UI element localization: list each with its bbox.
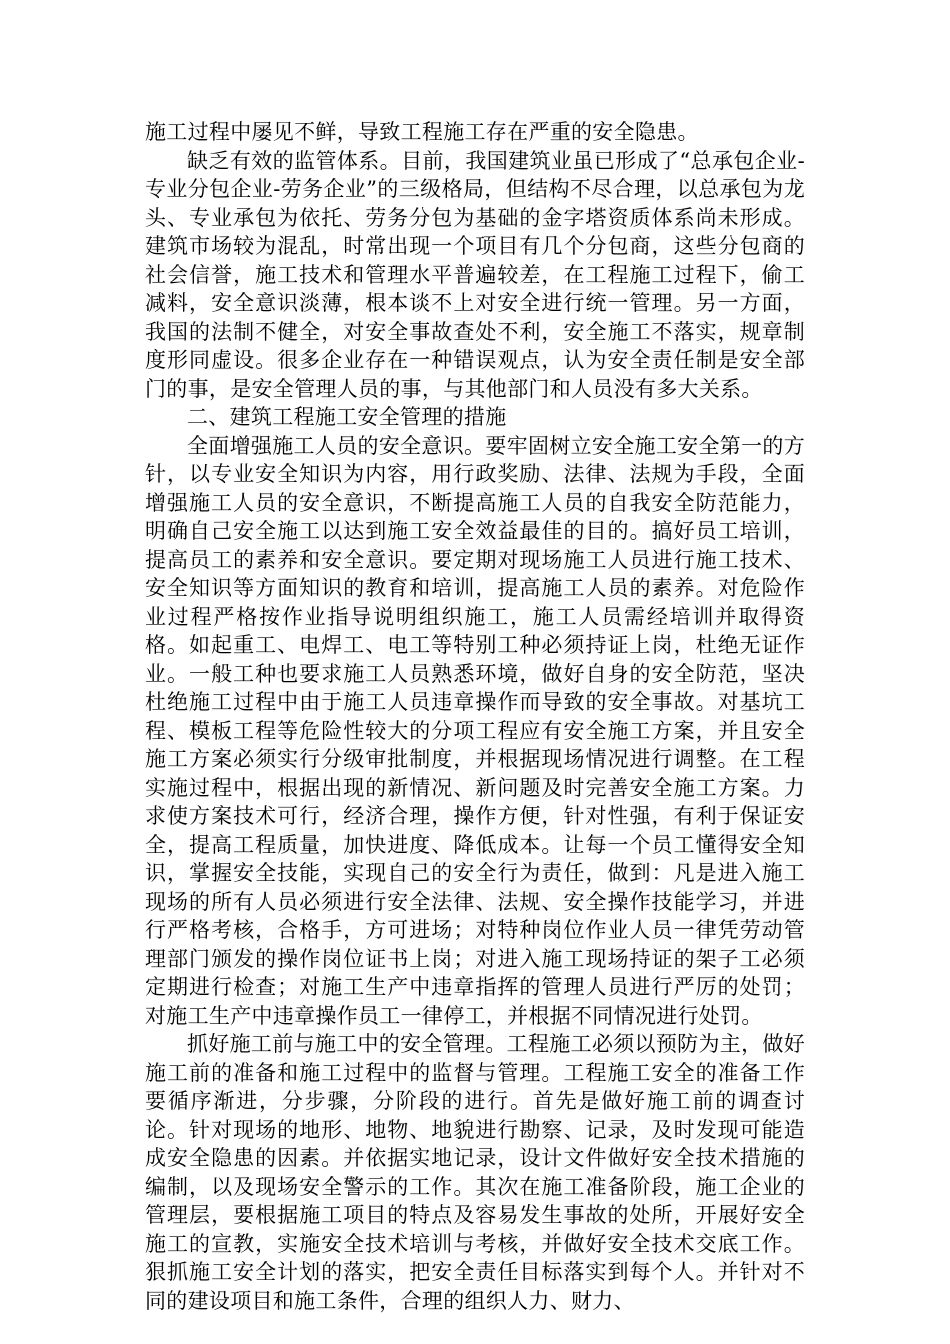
paragraph-continuation: 施工过程中屡见不鲜，导致工程施工存在严重的安全隐患。 (145, 120, 699, 144)
document-body (145, 118, 805, 1315)
section-heading: 二、建筑工程施工安全管理的措施 (187, 405, 507, 429)
paragraph-pre-construction-management: 抓好施工前与施工中的安全管理。工程施工必须以预防为主，做好施工前的准备和施工过程中的监督与管理。工程施工安全的准备工作要循序渐进，分步骤，分阶段的进行。首先是做好施工前的调查讨论。针对现场的地形、地物、地貌进行勘察、记录，及时发现可能造成安全隐患的因素。并依据实地记录，设计文件做好安全技术措施的编制，以及现场安全警示的工作。其次在施工准备阶段，施工企业的管理层，要根据施工项目的特点及容易发生事故的处所，开展好安全施工的宣教，实施安全技术培训与考核，并做好安全技术交底工作。狠抓施工安全计划的落实，把安全责任目标落实到每个人。并针对不同的建设项目和施工条件，合理的组织人力、财力、 (145, 1032, 805, 1313)
paragraph-supervision-system: 缺乏有效的监管体系。目前，我国建筑业虽已形成了“总承包企业-专业分包企业-劳务企业”的三级格局，但结构不尽合理，以总承包为龙头、专业承包为依托、劳务分包为基础的金字塔资质体系尚未形成。建筑市场较为混乱，时常出现一个项目有几个分包商，这些分包商的社会信誉，施工技术和管理水平普遍较差，在工程施工过程下，偷工减料，安全意识淡薄，根本谈不上对安全进行统一管理。另一方面，我国的法制不健全，对安全事故查处不利，安全施工不落实，规章制度形同虚设。很多企业存在一种错误观点，认为安全责任制是安全部门的事，是安全管理人员的事，与其他部门和人员没有多大关系。 (145, 148, 805, 401)
paragraph-safety-awareness: 全面增强施工人员的安全意识。要牢固树立安全施工安全第一的方针，以专业安全知识为内容，用行政奖励、法律、法规为手段，全面增强施工人员的安全意识，不断提高施工人员的自我安全防范能力，明确自己安全施工以达到施工安全效益最佳的目的。搞好员工培训，提高员工的素养和安全意识。要定期对现场施工人员进行施工技术、安全知识等方面知识的教育和培训，提高施工人员的素养。对危险作业过程严格按作业指导说明组织施工，施工人员需经培训并取得资格。如起重工、电焊工、电工等特别工种必须持证上岗，杜绝无证作业。一般工种也要求施工人员熟悉环境，做好自身的安全防范，坚决杜绝施工过程中由于施工人员违章操作而导致的安全事故。对基坑工程、模板工程等危险性较大的分项工程应有安全施工方案，并且安全施工方案必须实行分级审批制度，并根据现场情况进行调整。在工程实施过程中，根据出现的新情况、新问题及时完善安全施工方案。力求使方案技术可行，经济合理，操作方便，针对性强，有利于保证安全，提高工程质量，加快进度、降低成本。让每一个员工懂得安全知识，掌握安全技能，实现自己的安全行为责任，做到：凡是进入施工现场的所有人员必须进行安全法律、法规、安全操作技能学习，并进行严格考核，合格手，方可进场；对特种岗位作业人员一律凭劳动管理部门颁发的操作岗位证书上岗；对进入施工现场持证的架子工必须定期进行检查；对施工生产中违章指挥的管理人员进行严厉的处罚；对施工生产中违章操作员工一律停工，并根据不同情况进行处罚。 (145, 433, 805, 1028)
